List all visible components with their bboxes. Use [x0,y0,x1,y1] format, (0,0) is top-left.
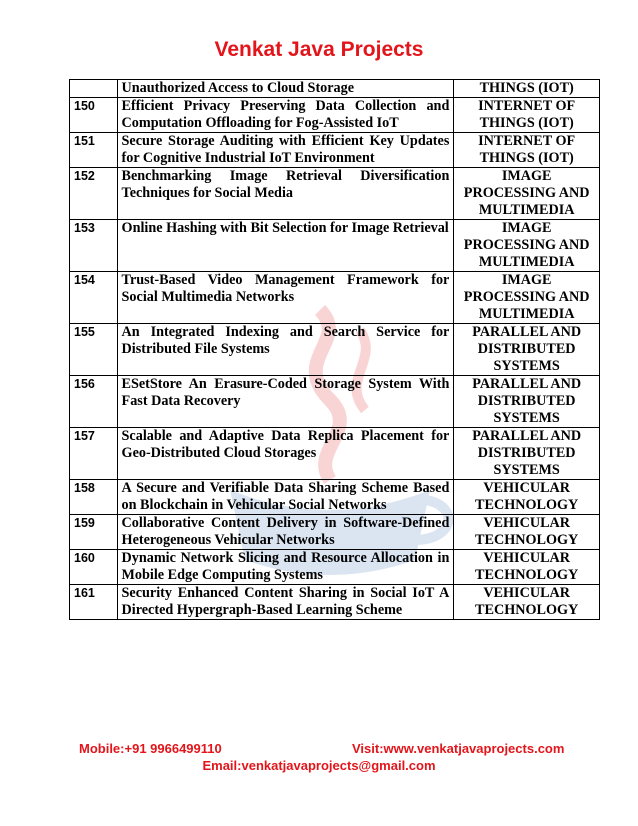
project-title: Scalable and Adaptive Data Replica Placement for Geo-Distributed Cloud Storages [117,428,454,480]
table-row [70,324,600,376]
project-number: 156 [70,376,118,428]
project-domain: INTERNET OF THINGS (IOT) [454,133,600,168]
project-domain: IMAGE PROCESSING AND MULTIMEDIA [454,220,600,272]
project-number: 153 [70,220,118,272]
project-title: ESetStore An Erasure-Coded Storage System With Fast Data Recovery [117,376,454,428]
table-row [70,80,600,98]
table-row [70,376,600,428]
table-row [70,480,600,515]
project-domain: VEHICULAR TECHNOLOGY [454,515,600,550]
table-row [70,133,600,168]
project-number: 160 [70,550,118,585]
project-domain: IMAGE PROCESSING AND MULTIMEDIA [454,272,600,324]
project-number: 154 [70,272,118,324]
project-title: Dynamic Network Slicing and Resource Allocation in Mobile Edge Computing Systems [117,550,454,585]
project-number: 151 [70,133,118,168]
website-link[interactable]: Visit:www.venkatjavaprojects.com [352,741,565,756]
project-domain: IMAGE PROCESSING AND MULTIMEDIA [454,168,600,220]
projects-table [69,79,600,620]
email-link[interactable]: Email:venkatjavaprojects@gmail.com [202,758,436,773]
project-title: A Secure and Verifiable Data Sharing Scheme Based on Blockchain in Vehicular Social Networks [117,480,454,515]
project-domain: VEHICULAR TECHNOLOGY [454,480,600,515]
project-title: Trust-Based Video Management Framework for Social Multimedia Networks [117,272,454,324]
project-title: Secure Storage Auditing with Efficient Key Updates for Cognitive Industrial IoT Environment [117,133,454,168]
project-domain: VEHICULAR TECHNOLOGY [454,585,600,620]
project-title: Online Hashing with Bit Selection for Image Retrieval [117,220,454,272]
project-number [70,80,118,98]
mobile-number: Mobile:+91 9966499110 [79,741,222,756]
project-title: Benchmarking Image Retrieval Diversification Techniques for Social Media [117,168,454,220]
project-number: 155 [70,324,118,376]
project-domain: THINGS (IOT) [454,80,600,98]
project-number: 150 [70,98,118,133]
table-row [70,272,600,324]
project-domain: PARALLEL AND DISTRIBUTED SYSTEMS [454,376,600,428]
project-number: 161 [70,585,118,620]
project-number: 159 [70,515,118,550]
table-row [70,550,600,585]
table-row [70,428,600,480]
table-row [70,98,600,133]
project-number: 152 [70,168,118,220]
project-title: Collaborative Content Delivery in Software-Defined Heterogeneous Vehicular Networks [117,515,454,550]
project-number: 157 [70,428,118,480]
project-domain: VEHICULAR TECHNOLOGY [454,550,600,585]
page-title: Venkat Java Projects [214,38,424,61]
project-title: Unauthorized Access to Cloud Storage [117,80,454,98]
project-title: An Integrated Indexing and Search Service for Distributed File Systems [117,324,454,376]
project-domain: INTERNET OF THINGS (IOT) [454,98,600,133]
table-row [70,585,600,620]
project-title: Efficient Privacy Preserving Data Collection and Computation Offloading for Fog-Assisted IoT [117,98,454,133]
project-title: Security Enhanced Content Sharing in Social IoT A Directed Hypergraph-Based Learning Scheme [117,585,454,620]
table-row [70,168,600,220]
project-number: 158 [70,480,118,515]
project-domain: PARALLEL AND DISTRIBUTED SYSTEMS [454,428,600,480]
table-row [70,515,600,550]
table-row [70,220,600,272]
project-domain: PARALLEL AND DISTRIBUTED SYSTEMS [454,324,600,376]
